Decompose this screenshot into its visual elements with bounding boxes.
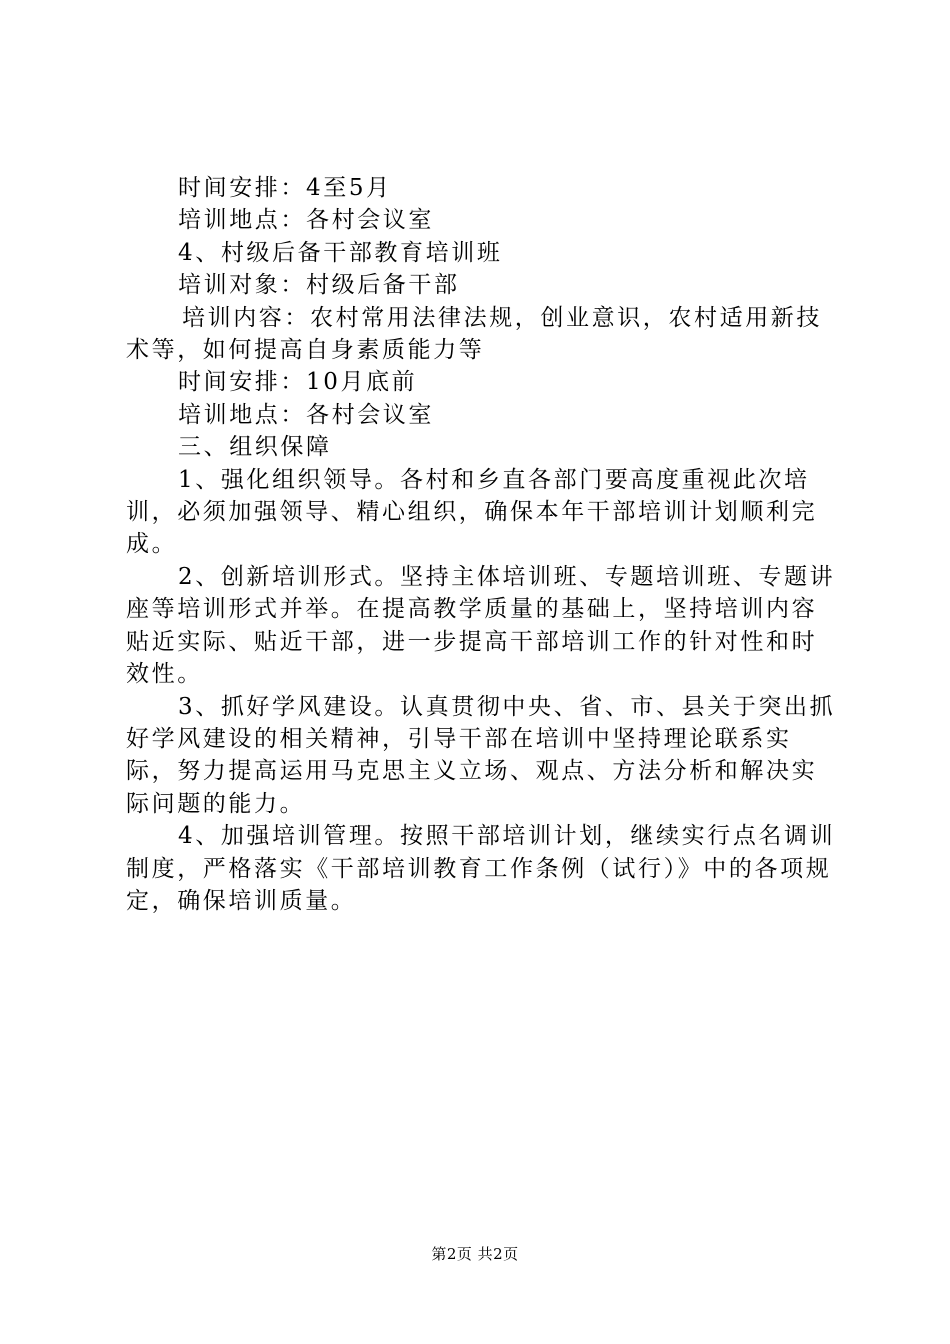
- paragraph-trainees: 培训对象：村级后备干部: [178, 272, 460, 299]
- section-heading-organization: 三、组织保障: [178, 434, 332, 461]
- document-body: [126, 172, 836, 917]
- paragraph-item-4: 4、加强培训管理。按照干部培训计划，继续实行点名调训制度，严格落实《干部培训教育工作条例（试行）》中的各项规定，确保培训质量。: [126, 823, 836, 914]
- paragraph-location-1: 培训地点：各村会议室: [178, 207, 434, 234]
- paragraph-class-4-heading: 4、村级后备干部教育培训班: [178, 239, 503, 266]
- paragraph-schedule-2: 时间安排：10月底前: [178, 369, 418, 396]
- paragraph-item-1: 1、强化组织领导。各村和乡直各部门要高度重视此次培训，必须加强领导、精心组织，确保本年干部培训计划顺利完成。: [126, 466, 818, 558]
- paragraph-item-2: 2、创新培训形式。坚持主体培训班、专题培训班、专题讲座等培训形式并举。在提高教学质量的基础上，坚持培训内容贴近实际、贴近干部，进一步提高干部培训工作的针对性和时效性。: [126, 563, 836, 688]
- page-number-footer: 第2页 共2页: [431, 1245, 519, 1263]
- paragraph-schedule-1: 时间安排：4至5月: [178, 175, 392, 201]
- paragraph-item-3: 3、抓好学风建设。认真贯彻中央、省、市、县关于突出抓好学风建设的相关精神，引导干部在培训中坚持理论联系实际，努力提高运用马克思主义立场、观点、方法分析和解决实际问题的能力。: [126, 693, 836, 817]
- paragraph-location-2: 培训地点：各村会议室: [178, 401, 434, 428]
- paragraph-content: 培训内容：农村常用法律法规，创业意识，农村适用新技术等，如何提高自身素质能力等: [126, 304, 822, 364]
